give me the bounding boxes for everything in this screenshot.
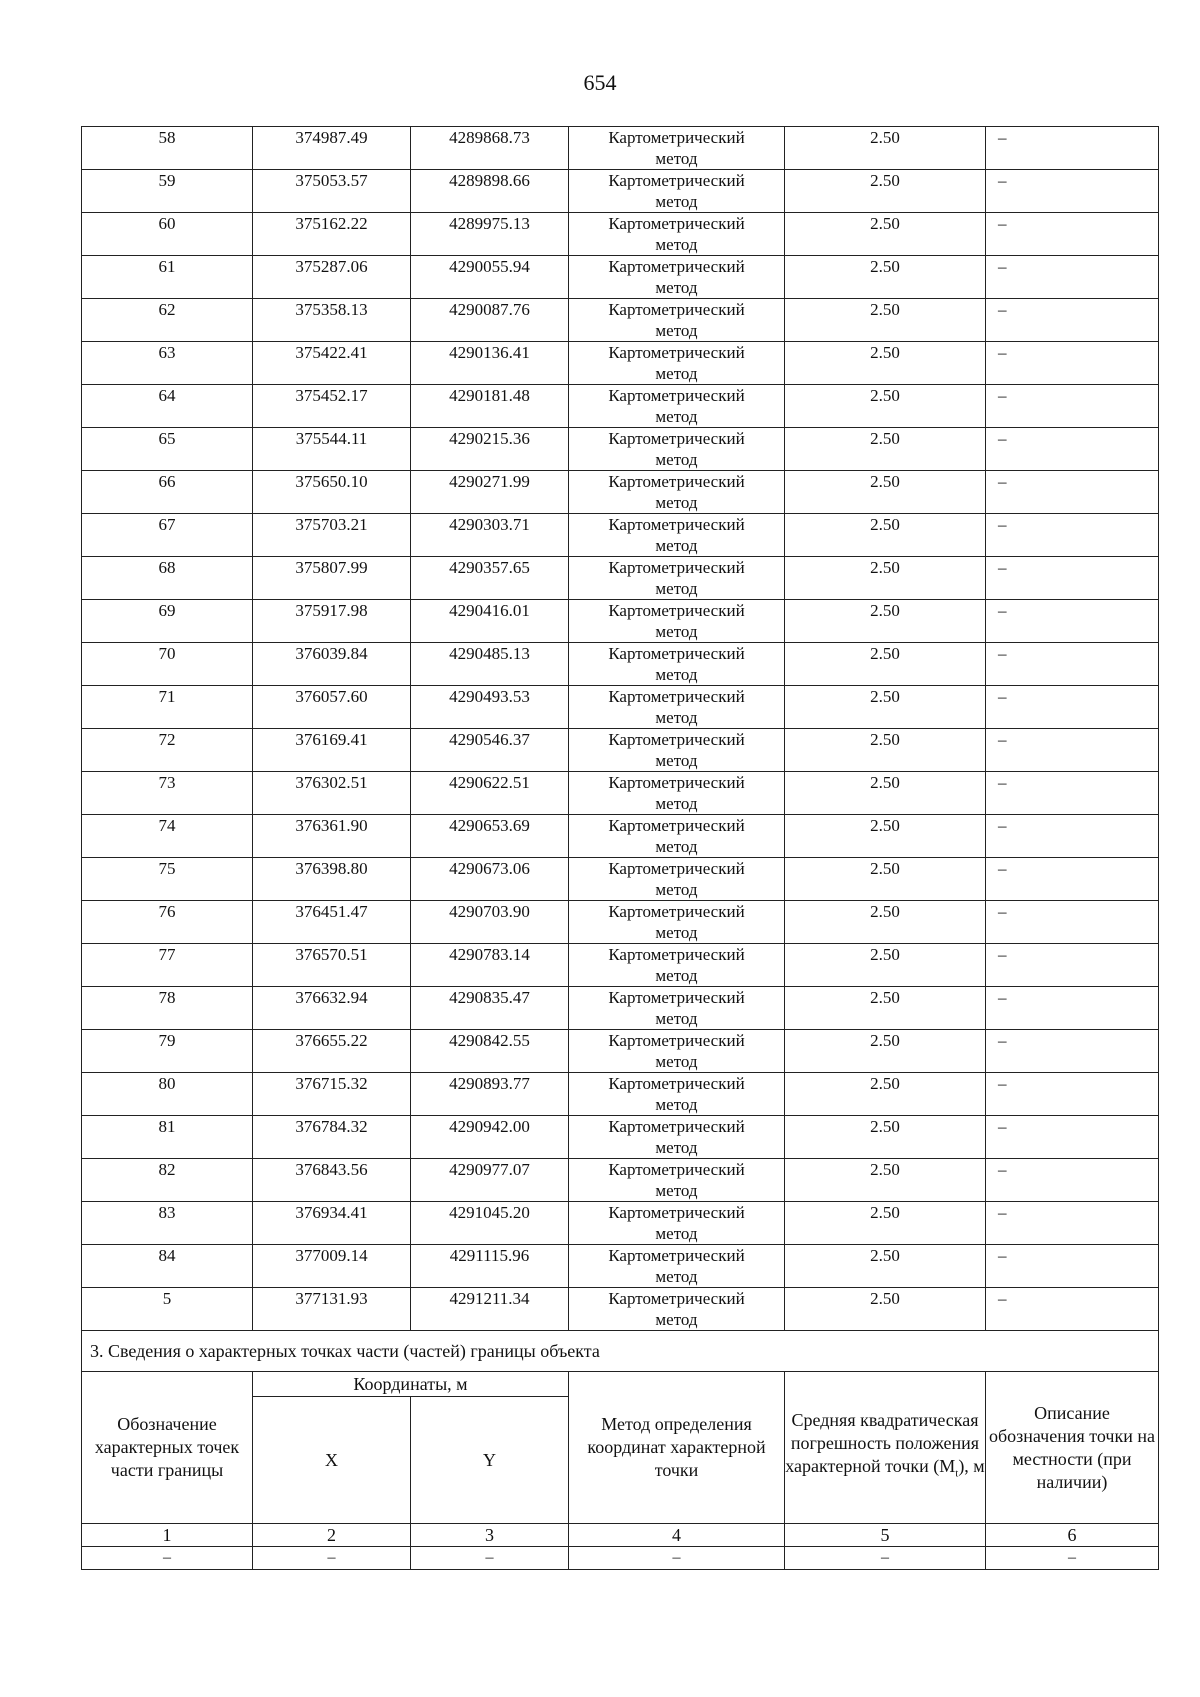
error-cell: 2.50 <box>785 299 986 342</box>
error-cell: 2.50 <box>785 815 986 858</box>
x-cell: 375703.21 <box>253 514 411 557</box>
table-row <box>82 514 1159 557</box>
table-row <box>82 256 1159 299</box>
header-point-designation: Обозначение характерных точек части границы <box>82 1372 253 1524</box>
page-number: 654 <box>583 70 617 95</box>
table-row <box>82 1116 1159 1159</box>
point-cell: 77 <box>82 944 253 987</box>
table-row <box>82 858 1159 901</box>
error-cell: 2.50 <box>785 729 986 772</box>
error-cell: 2.50 <box>785 385 986 428</box>
method-text: метод <box>655 1267 698 1286</box>
empty-cell: – <box>785 1547 986 1570</box>
x-cell: 376843.56 <box>253 1159 411 1202</box>
method-text: Картометрический <box>608 601 745 620</box>
y-cell: 4290303.71 <box>411 514 569 557</box>
table-row <box>82 987 1159 1030</box>
method-cell <box>569 729 785 772</box>
point-cell: 63 <box>82 342 253 385</box>
method-text: метод <box>655 794 698 813</box>
error-cell: 2.50 <box>785 428 986 471</box>
section3-title: 3. Сведения о характерных точках части (частей) границы объекта <box>82 1331 1159 1372</box>
table-row <box>82 729 1159 772</box>
section3-block <box>82 1331 1159 1570</box>
point-cell: 81 <box>82 1116 253 1159</box>
x-cell: 375162.22 <box>253 213 411 256</box>
y-cell: 4290653.69 <box>411 815 569 858</box>
x-cell: 374987.49 <box>253 127 411 170</box>
error-cell: 2.50 <box>785 600 986 643</box>
x-cell: 375053.57 <box>253 170 411 213</box>
method-cell <box>569 1159 785 1202</box>
method-text: Картометрический <box>608 730 745 749</box>
method-cell <box>569 1116 785 1159</box>
error-cell: 2.50 <box>785 1073 986 1116</box>
method-text: Картометрический <box>608 1289 745 1308</box>
header-y: Y <box>411 1397 569 1524</box>
table-row <box>82 600 1159 643</box>
y-cell: 4290357.65 <box>411 557 569 600</box>
method-text: метод <box>655 407 698 426</box>
table-row <box>82 815 1159 858</box>
method-text: метод <box>655 966 698 985</box>
error-cell: 2.50 <box>785 342 986 385</box>
method-text: Картометрический <box>608 128 745 147</box>
x-cell: 375422.41 <box>253 342 411 385</box>
error-cell: 2.50 <box>785 1202 986 1245</box>
y-cell: 4289898.66 <box>411 170 569 213</box>
y-cell: 4290087.76 <box>411 299 569 342</box>
description-cell: – <box>986 256 1159 299</box>
header-mean-error-text: Средняя квадратическая погрешность положения характерной точки (M <box>785 1410 980 1477</box>
point-cell: 64 <box>82 385 253 428</box>
description-cell: – <box>986 815 1159 858</box>
empty-cell: – <box>986 1547 1159 1570</box>
description-cell: – <box>986 428 1159 471</box>
table-row <box>82 428 1159 471</box>
method-text: метод <box>655 536 698 555</box>
y-cell: 4290942.00 <box>411 1116 569 1159</box>
method-text: Картометрический <box>608 429 745 448</box>
method-cell <box>569 600 785 643</box>
error-cell: 2.50 <box>785 686 986 729</box>
table-row <box>82 170 1159 213</box>
method-text: метод <box>655 149 698 168</box>
method-cell <box>569 213 785 256</box>
x-cell: 376570.51 <box>253 944 411 987</box>
method-cell <box>569 299 785 342</box>
table-row <box>82 901 1159 944</box>
x-cell: 375917.98 <box>253 600 411 643</box>
table-row <box>82 127 1159 170</box>
method-text: метод <box>655 837 698 856</box>
method-text: Картометрический <box>608 988 745 1007</box>
error-cell: 2.50 <box>785 858 986 901</box>
error-cell: 2.50 <box>785 256 986 299</box>
table-row <box>82 342 1159 385</box>
method-text: метод <box>655 1009 698 1028</box>
y-cell: 4290622.51 <box>411 772 569 815</box>
method-text: Картометрический <box>608 1203 745 1222</box>
point-cell: 5 <box>82 1288 253 1331</box>
point-cell: 82 <box>82 1159 253 1202</box>
x-cell: 376934.41 <box>253 1202 411 1245</box>
point-cell: 58 <box>82 127 253 170</box>
method-text: метод <box>655 493 698 512</box>
column-numbers-row <box>82 1524 1159 1547</box>
method-text: метод <box>655 1224 698 1243</box>
method-cell <box>569 1030 785 1073</box>
method-text: Картометрический <box>608 1031 745 1050</box>
point-cell: 73 <box>82 772 253 815</box>
x-cell: 375650.10 <box>253 471 411 514</box>
method-cell <box>569 170 785 213</box>
y-cell: 4290485.13 <box>411 643 569 686</box>
y-cell: 4290215.36 <box>411 428 569 471</box>
table-row <box>82 1288 1159 1331</box>
point-cell: 59 <box>82 170 253 213</box>
column-number: 1 <box>82 1524 253 1547</box>
method-cell <box>569 428 785 471</box>
x-cell: 375544.11 <box>253 428 411 471</box>
x-cell: 376169.41 <box>253 729 411 772</box>
method-text: метод <box>655 1181 698 1200</box>
method-text: Картометрический <box>608 515 745 534</box>
table-row <box>82 1030 1159 1073</box>
error-cell: 2.50 <box>785 772 986 815</box>
method-cell <box>569 643 785 686</box>
y-cell: 4290842.55 <box>411 1030 569 1073</box>
method-text: Картометрический <box>608 1117 745 1136</box>
y-cell: 4289868.73 <box>411 127 569 170</box>
table-row <box>82 1073 1159 1116</box>
table-row <box>82 643 1159 686</box>
method-text: метод <box>655 1138 698 1157</box>
error-cell: 2.50 <box>785 1288 986 1331</box>
point-cell: 80 <box>82 1073 253 1116</box>
method-cell <box>569 1245 785 1288</box>
column-number: 2 <box>253 1524 411 1547</box>
point-cell: 78 <box>82 987 253 1030</box>
method-text: метод <box>655 622 698 641</box>
method-cell <box>569 901 785 944</box>
point-cell: 84 <box>82 1245 253 1288</box>
description-cell: – <box>986 901 1159 944</box>
table-row <box>82 1159 1159 1202</box>
x-cell: 376632.94 <box>253 987 411 1030</box>
point-cell: 74 <box>82 815 253 858</box>
error-cell: 2.50 <box>785 1159 986 1202</box>
table-row <box>82 1202 1159 1245</box>
error-cell: 2.50 <box>785 643 986 686</box>
method-text: Картометрический <box>608 386 745 405</box>
x-cell: 376302.51 <box>253 772 411 815</box>
error-cell: 2.50 <box>785 1245 986 1288</box>
method-text: метод <box>655 278 698 297</box>
point-cell: 75 <box>82 858 253 901</box>
y-cell: 4290703.90 <box>411 901 569 944</box>
description-cell: – <box>986 686 1159 729</box>
table-row <box>82 471 1159 514</box>
method-cell <box>569 1202 785 1245</box>
table-row <box>82 772 1159 815</box>
method-text: Картометрический <box>608 644 745 663</box>
x-cell: 376361.90 <box>253 815 411 858</box>
description-cell: – <box>986 643 1159 686</box>
empty-cell: – <box>82 1547 253 1570</box>
coordinates-table <box>81 126 1159 1570</box>
empty-cell: – <box>411 1547 569 1570</box>
method-text: метод <box>655 751 698 770</box>
point-cell: 70 <box>82 643 253 686</box>
x-cell: 377131.93 <box>253 1288 411 1331</box>
header-mean-error <box>785 1372 986 1524</box>
error-cell: 2.50 <box>785 471 986 514</box>
method-cell <box>569 385 785 428</box>
description-cell: – <box>986 772 1159 815</box>
table-row <box>82 944 1159 987</box>
x-cell: 377009.14 <box>253 1245 411 1288</box>
method-text: Картометрический <box>608 171 745 190</box>
description-cell: – <box>986 342 1159 385</box>
x-cell: 375452.17 <box>253 385 411 428</box>
x-cell: 375358.13 <box>253 299 411 342</box>
method-cell <box>569 342 785 385</box>
method-text: метод <box>655 321 698 340</box>
point-cell: 66 <box>82 471 253 514</box>
point-cell: 72 <box>82 729 253 772</box>
point-cell: 61 <box>82 256 253 299</box>
table-row <box>82 385 1159 428</box>
method-text: метод <box>655 923 698 942</box>
description-cell: – <box>986 170 1159 213</box>
x-cell: 376057.60 <box>253 686 411 729</box>
error-cell: 2.50 <box>785 1116 986 1159</box>
description-cell: – <box>986 299 1159 342</box>
x-cell: 376451.47 <box>253 901 411 944</box>
method-cell <box>569 686 785 729</box>
point-cell: 67 <box>82 514 253 557</box>
y-cell: 4290181.48 <box>411 385 569 428</box>
y-cell: 4291115.96 <box>411 1245 569 1288</box>
description-cell: – <box>986 213 1159 256</box>
method-text: метод <box>655 579 698 598</box>
description-cell: – <box>986 729 1159 772</box>
y-cell: 4289975.13 <box>411 213 569 256</box>
method-text: метод <box>655 1052 698 1071</box>
method-cell <box>569 557 785 600</box>
description-cell: – <box>986 1073 1159 1116</box>
empty-data-row <box>82 1547 1159 1570</box>
x-cell: 376784.32 <box>253 1116 411 1159</box>
method-text: Картометрический <box>608 687 745 706</box>
error-cell: 2.50 <box>785 1030 986 1073</box>
error-cell: 2.50 <box>785 944 986 987</box>
point-cell: 68 <box>82 557 253 600</box>
method-text: Картометрический <box>608 773 745 792</box>
method-cell <box>569 256 785 299</box>
method-text: Картометрический <box>608 472 745 491</box>
method-cell <box>569 471 785 514</box>
method-text: метод <box>655 1095 698 1114</box>
header-x: X <box>253 1397 411 1524</box>
description-cell: – <box>986 1245 1159 1288</box>
description-cell: – <box>986 385 1159 428</box>
method-cell <box>569 772 785 815</box>
point-cell: 65 <box>82 428 253 471</box>
method-text: Картометрический <box>608 214 745 233</box>
description-cell: – <box>986 127 1159 170</box>
x-cell: 376398.80 <box>253 858 411 901</box>
error-cell: 2.50 <box>785 170 986 213</box>
point-cell: 69 <box>82 600 253 643</box>
method-cell <box>569 944 785 987</box>
y-cell: 4290977.07 <box>411 1159 569 1202</box>
description-cell: – <box>986 1116 1159 1159</box>
description-cell: – <box>986 514 1159 557</box>
method-text: метод <box>655 364 698 383</box>
method-text: Картометрический <box>608 343 745 362</box>
method-text: метод <box>655 880 698 899</box>
method-text: метод <box>655 1310 698 1329</box>
method-text: метод <box>655 450 698 469</box>
y-cell: 4290493.53 <box>411 686 569 729</box>
method-cell <box>569 514 785 557</box>
header-description: Описание обозначения точки на местности (при наличии) <box>986 1372 1159 1524</box>
method-text: Картометрический <box>608 1160 745 1179</box>
table-row <box>82 686 1159 729</box>
header-coordinates: Координаты, м <box>253 1372 569 1397</box>
coordinates-table-body <box>82 127 1159 1331</box>
y-cell: 4291045.20 <box>411 1202 569 1245</box>
error-cell: 2.50 <box>785 987 986 1030</box>
method-cell <box>569 1073 785 1116</box>
y-cell: 4290673.06 <box>411 858 569 901</box>
method-text: Картометрический <box>608 1246 745 1265</box>
column-number: 4 <box>569 1524 785 1547</box>
description-cell: – <box>986 1288 1159 1331</box>
description-cell: – <box>986 944 1159 987</box>
y-cell: 4290136.41 <box>411 342 569 385</box>
empty-cell: – <box>569 1547 785 1570</box>
empty-cell: – <box>253 1547 411 1570</box>
table-row <box>82 299 1159 342</box>
header-mean-error-unit: ), м <box>958 1456 985 1477</box>
x-cell: 375807.99 <box>253 557 411 600</box>
error-cell: 2.50 <box>785 514 986 557</box>
method-text: Картометрический <box>608 902 745 921</box>
column-number: 6 <box>986 1524 1159 1547</box>
method-text: Картометрический <box>608 257 745 276</box>
y-cell: 4291211.34 <box>411 1288 569 1331</box>
description-cell: – <box>986 1202 1159 1245</box>
method-text: Картометрический <box>608 558 745 577</box>
point-cell: 71 <box>82 686 253 729</box>
x-cell: 376039.84 <box>253 643 411 686</box>
point-cell: 60 <box>82 213 253 256</box>
method-text: Картометрический <box>608 1074 745 1093</box>
method-cell <box>569 987 785 1030</box>
method-cell <box>569 127 785 170</box>
method-text: метод <box>655 708 698 727</box>
x-cell: 375287.06 <box>253 256 411 299</box>
y-cell: 4290416.01 <box>411 600 569 643</box>
method-cell <box>569 1288 785 1331</box>
x-cell: 376655.22 <box>253 1030 411 1073</box>
header-mean-error-subscript: t <box>955 1467 959 1480</box>
method-cell <box>569 858 785 901</box>
table-row <box>82 557 1159 600</box>
table-row <box>82 1245 1159 1288</box>
method-cell <box>569 815 785 858</box>
column-number: 3 <box>411 1524 569 1547</box>
description-cell: – <box>986 471 1159 514</box>
y-cell: 4290271.99 <box>411 471 569 514</box>
description-cell: – <box>986 1159 1159 1202</box>
method-text: Картометрический <box>608 300 745 319</box>
description-cell: – <box>986 1030 1159 1073</box>
error-cell: 2.50 <box>785 901 986 944</box>
point-cell: 83 <box>82 1202 253 1245</box>
point-cell: 76 <box>82 901 253 944</box>
point-cell: 62 <box>82 299 253 342</box>
y-cell: 4290546.37 <box>411 729 569 772</box>
error-cell: 2.50 <box>785 127 986 170</box>
header-method: Метод определения координат характерной точки <box>569 1372 785 1524</box>
table-row <box>82 213 1159 256</box>
x-cell: 376715.32 <box>253 1073 411 1116</box>
description-cell: – <box>986 600 1159 643</box>
method-text: метод <box>655 192 698 211</box>
y-cell: 4290835.47 <box>411 987 569 1030</box>
method-text: Картометрический <box>608 945 745 964</box>
method-text: Картометрический <box>608 859 745 878</box>
column-number: 5 <box>785 1524 986 1547</box>
point-cell: 79 <box>82 1030 253 1073</box>
method-text: метод <box>655 665 698 684</box>
y-cell: 4290893.77 <box>411 1073 569 1116</box>
description-cell: – <box>986 858 1159 901</box>
y-cell: 4290783.14 <box>411 944 569 987</box>
description-cell: – <box>986 987 1159 1030</box>
error-cell: 2.50 <box>785 213 986 256</box>
method-text: Картометрический <box>608 816 745 835</box>
description-cell: – <box>986 557 1159 600</box>
method-text: метод <box>655 235 698 254</box>
error-cell: 2.50 <box>785 557 986 600</box>
y-cell: 4290055.94 <box>411 256 569 299</box>
